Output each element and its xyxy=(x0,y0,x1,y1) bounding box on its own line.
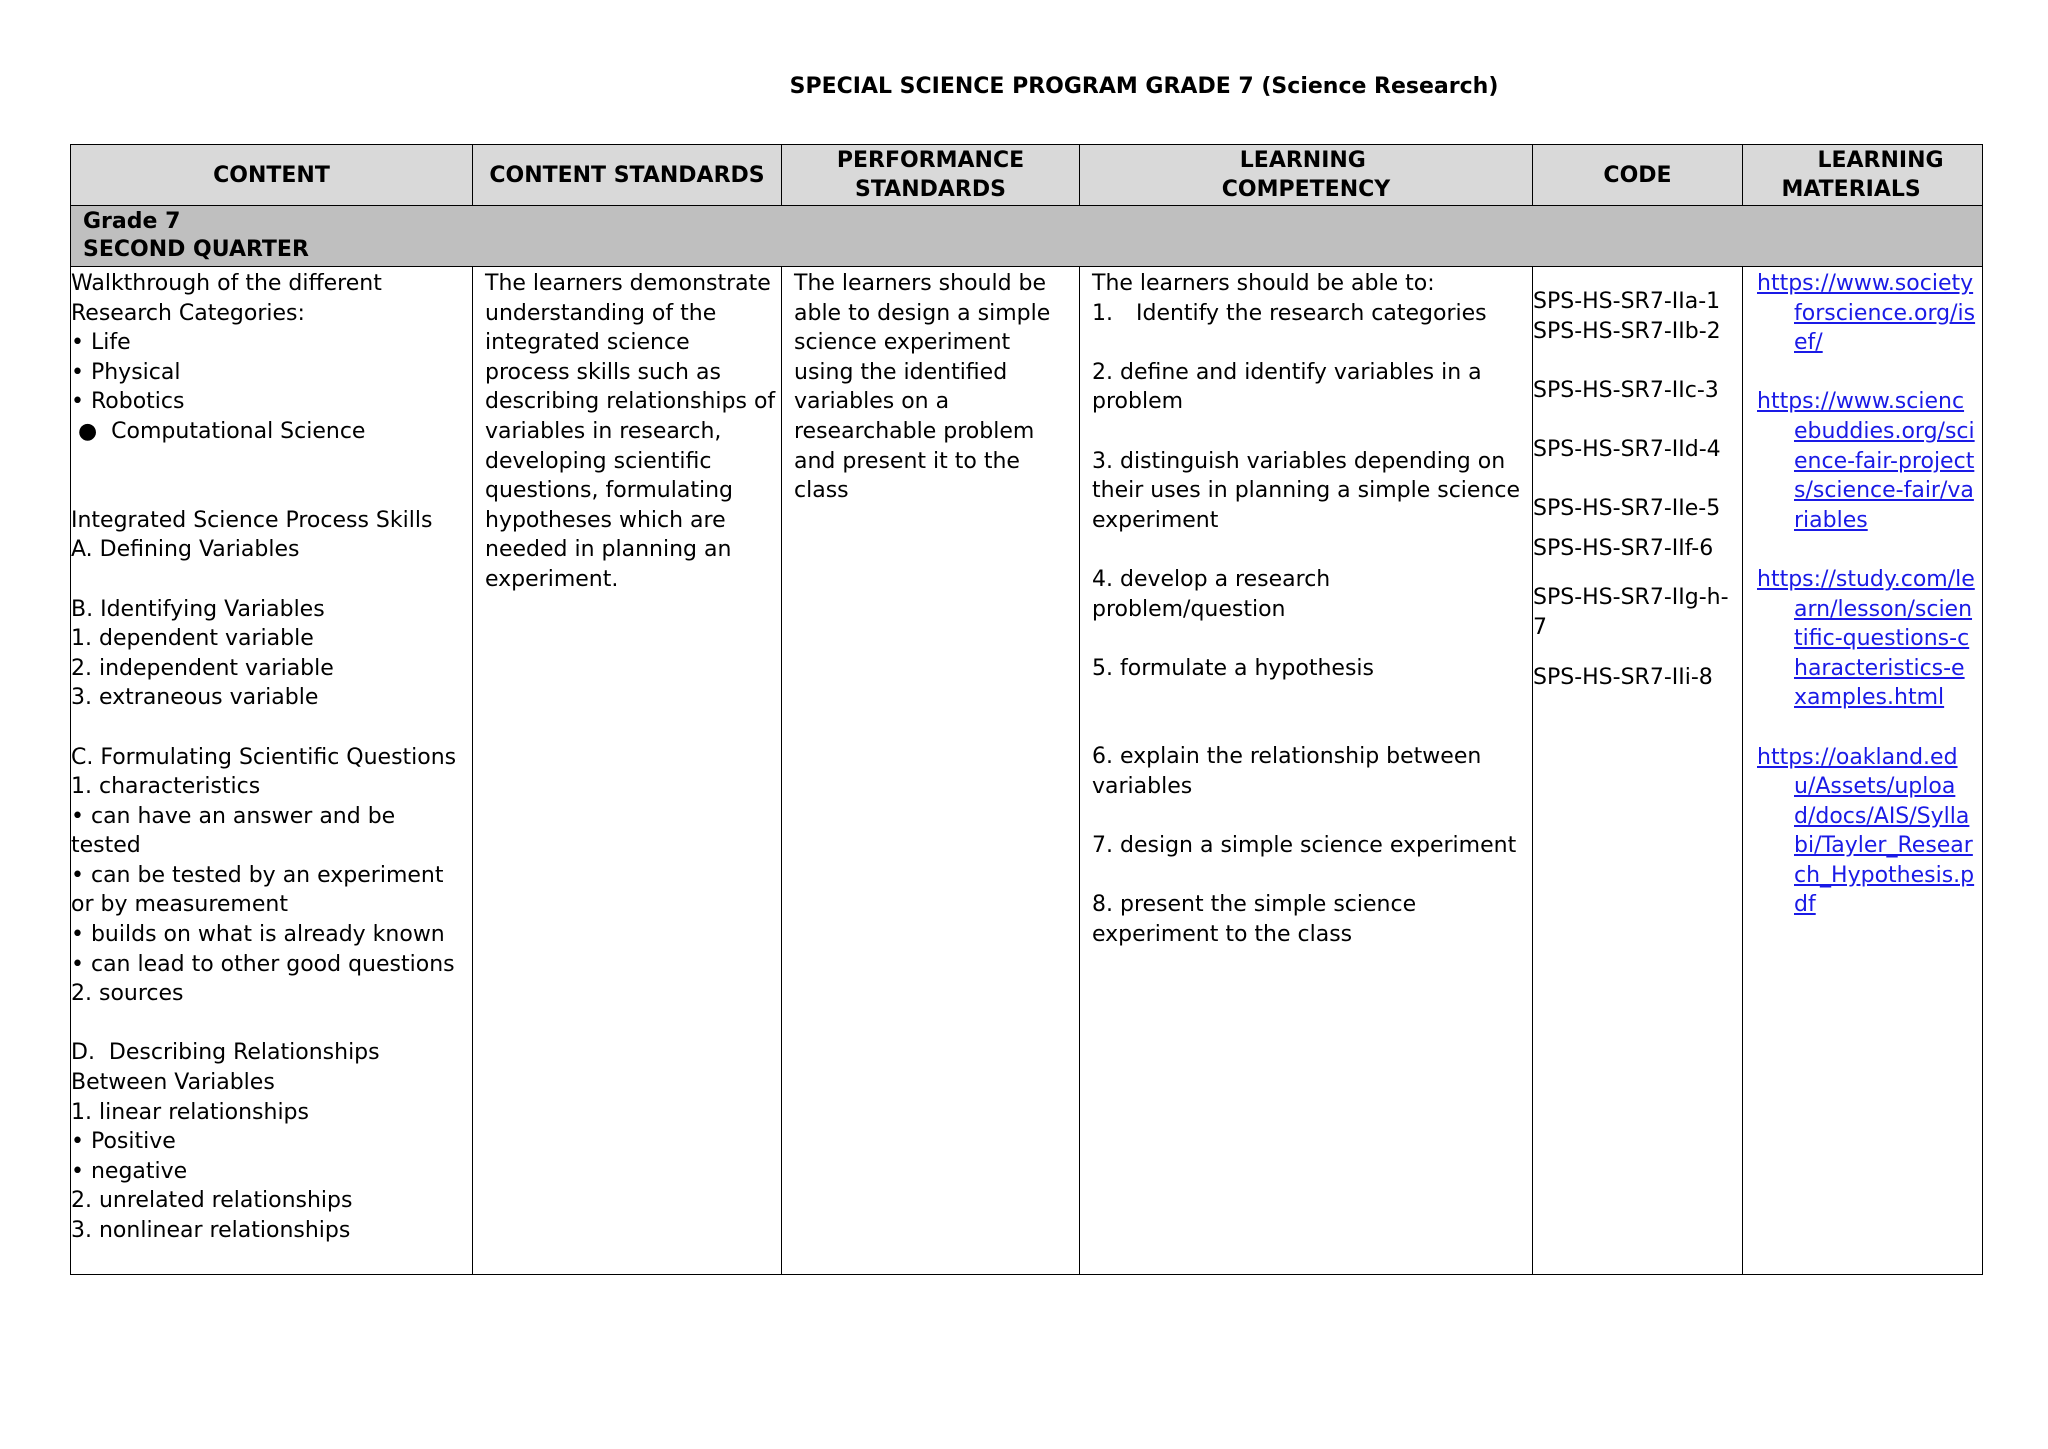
material-link-study[interactable]: https://study.com/learn/lesson/scientific-questions-characteristics-examples.html xyxy=(1757,566,1975,711)
content-line: • can lead to other good questions xyxy=(71,951,455,977)
content-line: ● Computational Science xyxy=(71,418,366,444)
content-cell xyxy=(71,267,473,1275)
content-line: 2. independent variable xyxy=(71,655,334,681)
competency-item: 3. distinguish variables depending on their uses in planning a simple science experiment xyxy=(1092,448,1521,533)
content-lines xyxy=(71,269,472,1246)
code-cell xyxy=(1533,267,1743,1275)
content-spacer xyxy=(71,713,472,743)
performance-standards-cell xyxy=(782,267,1080,1275)
grade-band-row xyxy=(71,206,1983,267)
content-spacer xyxy=(71,476,472,506)
content-line: C. Formulating Scientific Questions xyxy=(71,744,457,770)
header-content-standards: CONTENT STANDARDS xyxy=(473,145,782,206)
content-spacer xyxy=(71,565,472,595)
code-item: SPS-HS-SR7-IIi-8 xyxy=(1533,664,1713,690)
content-line: 3. extraneous variable xyxy=(71,685,319,711)
content-line: 2. sources xyxy=(71,981,184,1007)
content-line: Between Variables xyxy=(71,1070,275,1096)
content-line: • can have an answer and be xyxy=(71,803,396,829)
content-line: • Life xyxy=(71,330,131,356)
content-line: or by measurement xyxy=(71,892,288,918)
content-line: • Positive xyxy=(71,1129,176,1155)
competency-item: 5. formulate a hypothesis xyxy=(1092,655,1374,681)
competency-intro: The learners should be able to: xyxy=(1092,271,1435,296)
content-row xyxy=(71,267,1983,1275)
learning-materials-cell xyxy=(1743,267,1983,1275)
code-item: SPS-HS-SR7-IIa-1 xyxy=(1533,289,1721,314)
content-spacer xyxy=(71,447,472,477)
competency-item: 4. develop a research problem/question xyxy=(1092,566,1331,622)
code-item: SPS-HS-SR7-IIf-6 xyxy=(1533,535,1714,561)
competency-item: 1. Identify the research categories xyxy=(1092,300,1487,326)
document-title: SPECIAL SCIENCE PROGRAM GRADE 7 (Science Research) xyxy=(789,74,1499,99)
header-performance-standards: PERFORMANCE STANDARDS xyxy=(782,145,1080,206)
code-item: SPS-HS-SR7-IId-4 xyxy=(1533,436,1721,462)
header-code: CODE xyxy=(1533,145,1743,206)
header-content: CONTENT xyxy=(71,145,473,206)
header-learning-materials: LEARNING MATERIALS xyxy=(1743,145,1983,206)
content-line: Walkthrough of the different xyxy=(71,271,382,296)
content-line: Research Categories: xyxy=(71,300,305,326)
content-line: • can be tested by an experiment xyxy=(71,862,444,888)
content-standards-cell xyxy=(473,267,782,1275)
competency-item: 6. explain the relationship between variables xyxy=(1092,744,1482,799)
content-line: tested xyxy=(71,833,141,859)
code-item: SPS-HS-SR7-IIb-2 xyxy=(1533,318,1721,344)
competency-item: 2. define and identify variables in a problem xyxy=(1092,359,1482,415)
code-item: SPS-HS-SR7-IIc-3 xyxy=(1533,377,1719,403)
content-line: 1. linear relationships xyxy=(71,1099,309,1125)
content-line: • builds on what is already known xyxy=(71,922,445,948)
content-spacer xyxy=(71,1009,472,1039)
curriculum-table xyxy=(70,144,1983,1275)
material-link-sciencebuddies[interactable]: https://www.sciencebuddies.org/science-fair-projects/science-fair/variables xyxy=(1757,389,1975,533)
content-line: 2. unrelated relationships xyxy=(71,1188,353,1214)
content-line: 1. dependent variable xyxy=(71,626,314,652)
content-line: • negative xyxy=(71,1158,188,1184)
competency-item: 8. present the simple science experiment to the class xyxy=(1092,892,1417,947)
header-learning-competency: LEARNING COMPETENCY xyxy=(1080,145,1533,206)
content-line: 1. characteristics xyxy=(71,774,261,800)
content-standards-text: The learners demonstrate understanding of the integrated science process skills such as describing relationships of variables in research, developing scientific questions, formulating hypotheses which are needed in planning an experiment. xyxy=(485,271,776,592)
content-line: D. Describing Relationships xyxy=(71,1040,380,1066)
grade-label: Grade 7 xyxy=(83,209,181,234)
header-row xyxy=(71,145,1983,206)
learning-competency-cell xyxy=(1080,267,1533,1275)
content-line: A. Defining Variables xyxy=(71,537,300,563)
grade-band xyxy=(71,206,1983,267)
content-line: Integrated Science Process Skills xyxy=(71,507,433,533)
content-line: 3. nonlinear relationships xyxy=(71,1218,351,1243)
quarter-label: SECOND QUARTER xyxy=(83,237,309,262)
code-item: SPS-HS-SR7-IIg-h-7 xyxy=(1533,585,1729,640)
code-item: SPS-HS-SR7-IIe-5 xyxy=(1533,496,1721,522)
material-link-oakland[interactable]: https://oakland.edu/Assets/upload/docs/AIS/Syllabi/Tayler_Research_Hypothesis.pdf xyxy=(1757,744,1975,918)
performance-standards-text: The learners should be able to design a simple science experiment using the identified variables on a researchable problem and present it to the class xyxy=(794,271,1051,504)
competency-item: 7. design a simple science experiment xyxy=(1092,833,1517,859)
material-link-isef[interactable]: https://www.societyforscience.org/isef/ xyxy=(1757,271,1976,356)
content-line: • Robotics xyxy=(71,389,185,415)
content-line: B. Identifying Variables xyxy=(71,596,325,622)
content-line: • Physical xyxy=(71,359,181,385)
